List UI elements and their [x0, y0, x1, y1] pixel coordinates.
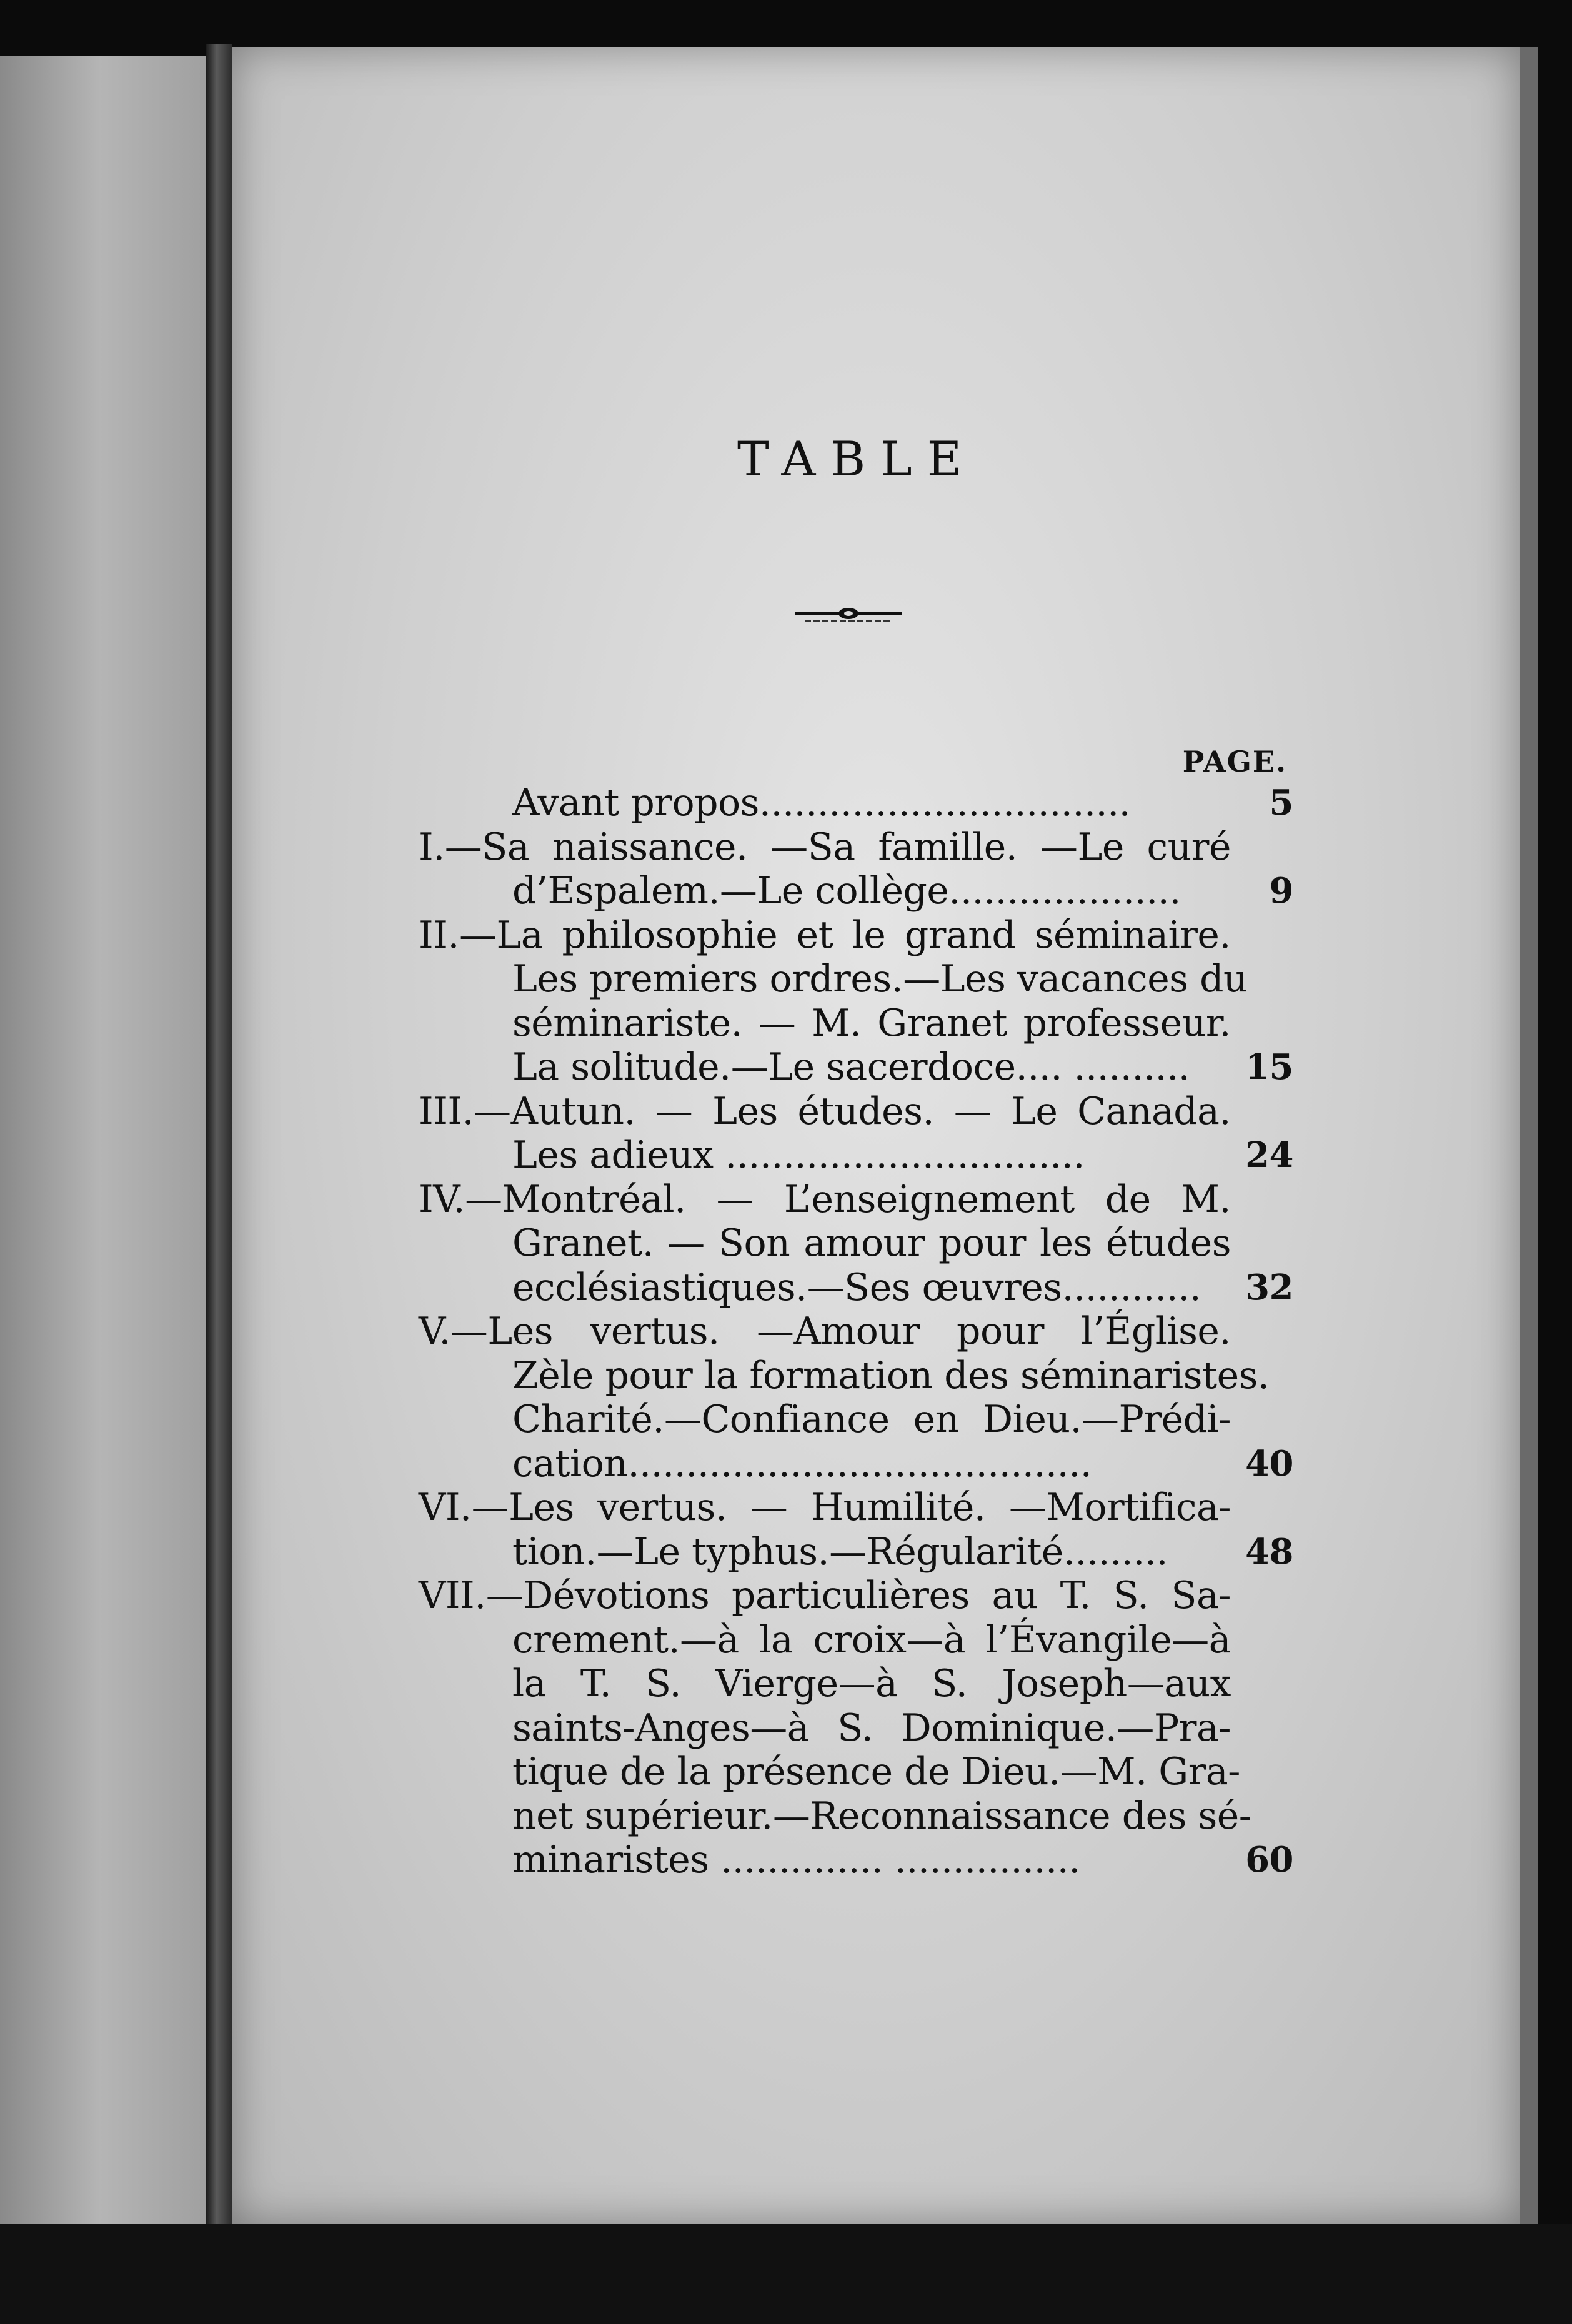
- toc-line: cation........................................ 40: [512, 1441, 1293, 1486]
- toc-entry: [419, 1309, 1312, 1486]
- toc-entry: [419, 1574, 1312, 1882]
- toc-line: Avant propos................................ 5: [512, 781, 1293, 825]
- toc-line: séminariste. — M. Granet professeur.: [512, 1001, 1231, 1045]
- toc-line: d’Espalem.—Le collège.................... 9: [512, 869, 1293, 913]
- toc-line: Granet. — Son amour pour les études: [512, 1221, 1231, 1265]
- toc-line: I.—Sa naissance. —Sa famille. —Le curé: [419, 825, 1231, 869]
- toc-page-number: 48: [1245, 1531, 1293, 1572]
- toc-page-number: 24: [1245, 1135, 1293, 1176]
- toc-line: la T. S. Vierge—à S. Joseph—aux: [512, 1662, 1231, 1706]
- toc-line: II.—La philosophie et le grand séminaire.: [419, 913, 1231, 957]
- facing-page: [0, 56, 222, 2230]
- toc-page-number: 9: [1269, 870, 1293, 911]
- toc-page-number: 40: [1245, 1443, 1293, 1484]
- page-edge: [1520, 47, 1538, 2224]
- table-of-contents: [419, 781, 1312, 1882]
- book-spine: [206, 44, 232, 2268]
- toc-line: V.—Les vertus. —Amour pour l’Église.: [419, 1309, 1231, 1353]
- toc-entry: [419, 1178, 1312, 1310]
- toc-line: tion.—Le typhus.—Régularité......... 48: [512, 1529, 1293, 1574]
- toc-line: ecclésiastiques.—Ses œuvres............ 32: [512, 1265, 1293, 1309]
- toc-line: saints-Anges—à S. Dominique.—Pra-: [512, 1706, 1231, 1750]
- toc-line: net supérieur.—Reconnaissance des sé-: [512, 1794, 1251, 1838]
- page-column-header: PAGE.: [1182, 745, 1287, 778]
- toc-entry: [419, 825, 1312, 913]
- toc-page-number: 32: [1245, 1266, 1293, 1308]
- toc-line: III.—Autun. — Les études. — Le Canada.: [419, 1089, 1231, 1133]
- toc-line: tique de la présence de Dieu.—M. Gra-: [512, 1750, 1240, 1794]
- toc-line: VI.—Les vertus. — Humilité. —Mortifica-: [419, 1486, 1231, 1529]
- toc-line: VII.—Dévotions particulières au T. S. Sa-: [419, 1574, 1231, 1617]
- toc-line: crement.—à la croix—à l’Évangile—à: [512, 1617, 1231, 1662]
- toc-page-number: 60: [1245, 1839, 1293, 1880]
- toc-entry: [419, 913, 1312, 1090]
- toc-line: Zèle pour la formation des séminaristes.: [512, 1353, 1270, 1398]
- toc-page-number: 5: [1269, 782, 1293, 823]
- toc-page-number: 15: [1245, 1046, 1293, 1088]
- toc-line: IV.—Montréal. — L’enseignement de M.: [419, 1177, 1231, 1221]
- toc-line: Charité.—Confiance en Dieu.—Prédi-: [512, 1398, 1231, 1441]
- toc-line: Les premiers ordres.—Les vacances du: [512, 957, 1248, 1001]
- ornament-divider-icon: [792, 600, 905, 631]
- toc-entry: [419, 781, 1312, 825]
- scan-border: [0, 2224, 1572, 2324]
- toc-line: minaristes .............. ................ 60: [512, 1838, 1293, 1882]
- page-title: TABLE: [737, 431, 977, 487]
- toc-entry: [419, 1090, 1312, 1178]
- toc-line: Les adieux ............................... 24: [512, 1133, 1293, 1177]
- toc-line: La solitude.—Le sacerdoce.... .......... 15: [512, 1045, 1293, 1089]
- toc-entry: [419, 1486, 1312, 1574]
